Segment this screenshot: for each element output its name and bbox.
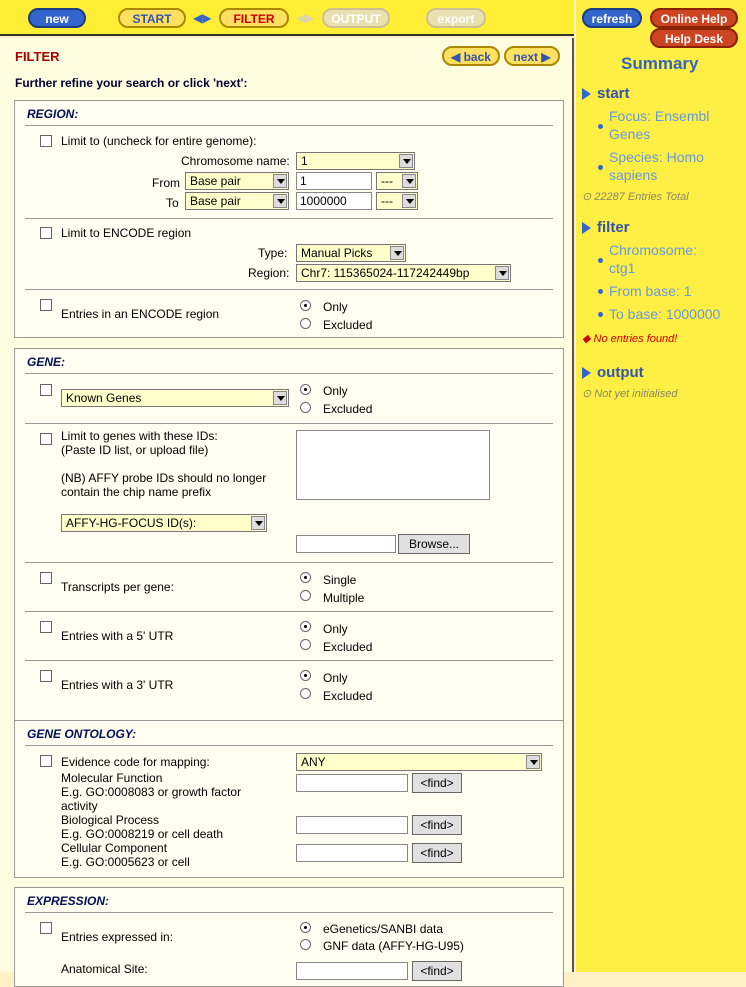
encode-excluded-label: Excluded	[323, 318, 373, 332]
evidence-value: ANY	[301, 755, 326, 769]
utr5-label: Entries with a 5' UTR	[61, 629, 174, 643]
genes-only-label: Only	[323, 384, 348, 398]
triangle-right-icon	[582, 88, 591, 100]
expression-section	[14, 887, 564, 987]
instruction-text: Further refine your search or click 'next':	[15, 76, 248, 90]
page-title: FILTER	[15, 49, 60, 64]
entries-total-note	[582, 190, 689, 203]
gene-ids-textarea[interactable]	[296, 430, 490, 500]
type-select[interactable]	[296, 244, 406, 262]
encode-only-label: Only	[323, 300, 348, 314]
gene-ids-checkbox[interactable]	[40, 433, 52, 445]
summary-output-label: output	[597, 364, 644, 381]
top-nav-bar	[0, 0, 574, 36]
arrow-disabled-icon: ◀▶	[296, 11, 315, 25]
evidence-checkbox[interactable]	[40, 755, 52, 767]
bullet-icon	[598, 124, 603, 129]
chevron-down-icon	[273, 391, 287, 405]
mf-find-button[interactable]: <find>	[412, 773, 462, 793]
from-input[interactable]: 1	[296, 172, 372, 190]
limit-region-label: Limit to (uncheck for entire genome):	[61, 134, 257, 148]
help-desk-button[interactable]: Help Desk	[650, 28, 738, 48]
single-radio[interactable]	[300, 572, 311, 583]
encode-only-radio[interactable]	[300, 300, 311, 311]
chromosome-line-2: ctg1	[609, 260, 636, 276]
to-suffix-value: ---	[381, 194, 393, 208]
gnf-radio[interactable]	[300, 939, 311, 950]
species-line-2: sapiens	[609, 167, 658, 183]
expressed-checkbox[interactable]	[40, 922, 52, 934]
info-icon: ⊙	[582, 388, 595, 400]
not-initialised-text: Not yet initialised	[594, 388, 678, 400]
gene-ids-label: Limit to genes with these IDs:	[61, 429, 218, 443]
encode-checkbox[interactable]	[40, 227, 52, 239]
cc-input[interactable]	[296, 844, 408, 862]
tab-output: OUTPUT	[322, 8, 390, 28]
bullet-icon	[598, 165, 603, 170]
gene-section	[14, 348, 564, 748]
warning-icon: ◆	[582, 333, 594, 345]
entries-total-text: 22287 Entries Total	[594, 191, 689, 203]
cc-find-button[interactable]: <find>	[412, 843, 462, 863]
from-suffix-select[interactable]	[376, 172, 418, 190]
divider	[25, 373, 553, 374]
chevron-down-icon	[526, 755, 540, 769]
utr5-only-label: Only	[323, 622, 348, 636]
chevron-down-icon	[273, 194, 287, 208]
new-button[interactable]: new	[28, 8, 86, 28]
encode-region-value: Chr7: 115365024-117242449bp	[301, 266, 470, 280]
browse-button[interactable]: Browse...	[398, 534, 470, 554]
transcripts-label: Transcripts per gene:	[61, 580, 174, 594]
chromosome-line-1: Chromosome:	[609, 242, 697, 258]
to-base-item: To base: 1000000	[609, 306, 721, 322]
divider	[25, 218, 553, 219]
expression-title: EXPRESSION:	[27, 894, 110, 908]
known-genes-checkbox[interactable]	[40, 384, 52, 396]
type-value: Manual Picks	[301, 246, 373, 260]
back-button[interactable]: ◀ back	[442, 46, 500, 66]
mf-example-2: activity	[61, 799, 98, 813]
chevron-down-icon	[251, 516, 265, 530]
from-base-item: From base: 1	[609, 283, 692, 299]
gene-title: GENE:	[27, 355, 66, 369]
transcripts-checkbox[interactable]	[40, 572, 52, 584]
gene-ids-note-2: contain the chip name prefix	[61, 485, 212, 499]
anatomical-label: Anatomical Site:	[61, 962, 148, 976]
bp-find-button[interactable]: <find>	[412, 815, 462, 835]
chevron-down-icon	[273, 174, 287, 188]
to-suffix-select[interactable]	[376, 192, 418, 210]
summary-start-label: start	[597, 85, 630, 102]
encode-entries-label: Entries in an ENCODE region	[61, 307, 220, 321]
utr3-excluded-radio[interactable]	[300, 688, 311, 699]
id-type-select[interactable]	[61, 514, 267, 532]
bp-label: Biological Process	[61, 813, 160, 827]
region-title: REGION:	[27, 107, 79, 121]
chevron-down-icon	[390, 246, 404, 260]
chevron-down-icon	[495, 266, 509, 280]
chevron-down-icon	[399, 154, 413, 168]
gnf-label: GNF data (AFFY-HG-U95)	[323, 939, 464, 953]
encode-entries-checkbox[interactable]	[40, 299, 52, 311]
evidence-select[interactable]	[296, 753, 542, 771]
utr5-excluded-label: Excluded	[323, 640, 373, 654]
encode-region-select[interactable]	[296, 264, 511, 282]
to-label: To	[166, 196, 179, 210]
utr3-excluded-label: Excluded	[323, 689, 373, 703]
focus-line-1: Focus: Ensembl	[609, 108, 710, 124]
summary-output-link[interactable]	[582, 364, 644, 381]
to-unit-select[interactable]	[185, 192, 289, 210]
tab-filter[interactable]: FILTER	[219, 8, 289, 28]
genes-only-radio[interactable]	[300, 384, 311, 395]
summary-filter-label: filter	[597, 219, 630, 236]
divider	[25, 745, 553, 746]
from-suffix-value: ---	[381, 174, 393, 188]
bullet-icon	[598, 289, 603, 294]
info-icon: ⊙	[582, 191, 595, 203]
egenetics-label: eGenetics/SANBI data	[323, 922, 444, 936]
encode-excluded-radio[interactable]	[300, 318, 311, 329]
upload-file-input[interactable]	[296, 535, 396, 553]
no-entries-note	[582, 332, 677, 345]
to-input[interactable]: 1000000	[296, 192, 372, 210]
summary-start-link[interactable]	[582, 85, 630, 102]
arrow-icon: ◀▶	[193, 11, 212, 25]
summary-filter-link[interactable]	[582, 219, 630, 236]
online-help-button[interactable]: Online Help	[650, 8, 738, 28]
mf-example: E.g. GO:0008083 or growth factor	[61, 785, 242, 799]
species-line-1: Species: Homo	[609, 149, 704, 165]
chromosome-select[interactable]	[296, 152, 415, 170]
cc-label: Cellular Component	[61, 841, 168, 855]
chromosome-label: Chromosome name:	[181, 154, 290, 168]
gene-ids-hint: (Paste ID list, or upload file)	[61, 443, 209, 457]
not-initialised-note	[582, 387, 677, 400]
divider	[25, 611, 553, 612]
anatomical-find-button[interactable]: <find>	[412, 961, 462, 981]
divider	[25, 562, 553, 563]
gene-ontology-section	[14, 720, 564, 878]
limit-region-checkbox[interactable]	[40, 135, 52, 147]
tab-start[interactable]: START	[118, 8, 186, 28]
utr5-only-radio[interactable]	[300, 621, 311, 632]
bp-input[interactable]	[296, 816, 408, 834]
divider	[25, 660, 553, 661]
utr3-only-label: Only	[323, 671, 348, 685]
from-label: From	[152, 176, 180, 190]
chevron-down-icon	[402, 174, 416, 188]
export-button: export	[426, 8, 486, 28]
triangle-right-icon	[582, 367, 591, 379]
chromosome-value: 1	[301, 154, 308, 168]
summary-title: Summary	[621, 54, 699, 73]
bullet-icon	[598, 312, 603, 317]
known-genes-select[interactable]	[61, 389, 289, 407]
encode-label: Limit to ENCODE region	[61, 226, 192, 240]
mf-label: Molecular Function	[61, 771, 163, 785]
id-type-value: AFFY-HG-FOCUS ID(s):	[66, 516, 197, 530]
gene-ids-note-1: (NB) AFFY probe IDs should no longer	[61, 471, 267, 485]
expressed-label: Entries expressed in:	[61, 930, 174, 944]
bp-example: E.g. GO:0008219 or cell death	[61, 827, 224, 841]
divider	[25, 423, 553, 424]
to-unit-value: Base pair	[190, 194, 241, 208]
multiple-radio[interactable]	[300, 590, 311, 601]
evidence-label: Evidence code for mapping:	[61, 755, 210, 769]
encode-region-label: Region:	[248, 266, 290, 280]
next-button[interactable]: next ▶	[504, 46, 560, 66]
egenetics-radio[interactable]	[300, 922, 311, 933]
genes-excluded-label: Excluded	[323, 402, 373, 416]
from-unit-select[interactable]	[185, 172, 289, 190]
anatomical-input[interactable]	[296, 962, 408, 980]
divider	[25, 125, 553, 126]
single-label: Single	[323, 573, 357, 587]
utr5-checkbox[interactable]	[40, 621, 52, 633]
triangle-right-icon	[582, 222, 591, 234]
focus-line-2: Genes	[609, 126, 651, 142]
multiple-label: Multiple	[323, 591, 365, 605]
utr3-label: Entries with a 3' UTR	[61, 678, 174, 692]
type-label: Type:	[258, 246, 288, 260]
go-title: GENE ONTOLOGY:	[27, 727, 137, 741]
refresh-button[interactable]: refresh	[582, 8, 642, 28]
summary-sidebar	[576, 0, 746, 972]
main-panel	[0, 38, 574, 978]
divider	[25, 289, 553, 290]
utr3-checkbox[interactable]	[40, 670, 52, 682]
no-entries-text: No entries found!	[593, 333, 678, 345]
region-section	[14, 100, 564, 338]
bullet-icon	[598, 258, 603, 263]
utr5-excluded-radio[interactable]	[300, 639, 311, 650]
known-genes-value: Known Genes	[66, 391, 142, 405]
genes-excluded-radio[interactable]	[300, 402, 311, 413]
cc-example: E.g. GO:0005623 or cell	[61, 855, 190, 869]
utr3-only-radio[interactable]	[300, 670, 311, 681]
from-unit-value: Base pair	[190, 174, 241, 188]
divider	[25, 912, 553, 913]
mf-input[interactable]	[296, 774, 408, 792]
chevron-down-icon	[402, 194, 416, 208]
